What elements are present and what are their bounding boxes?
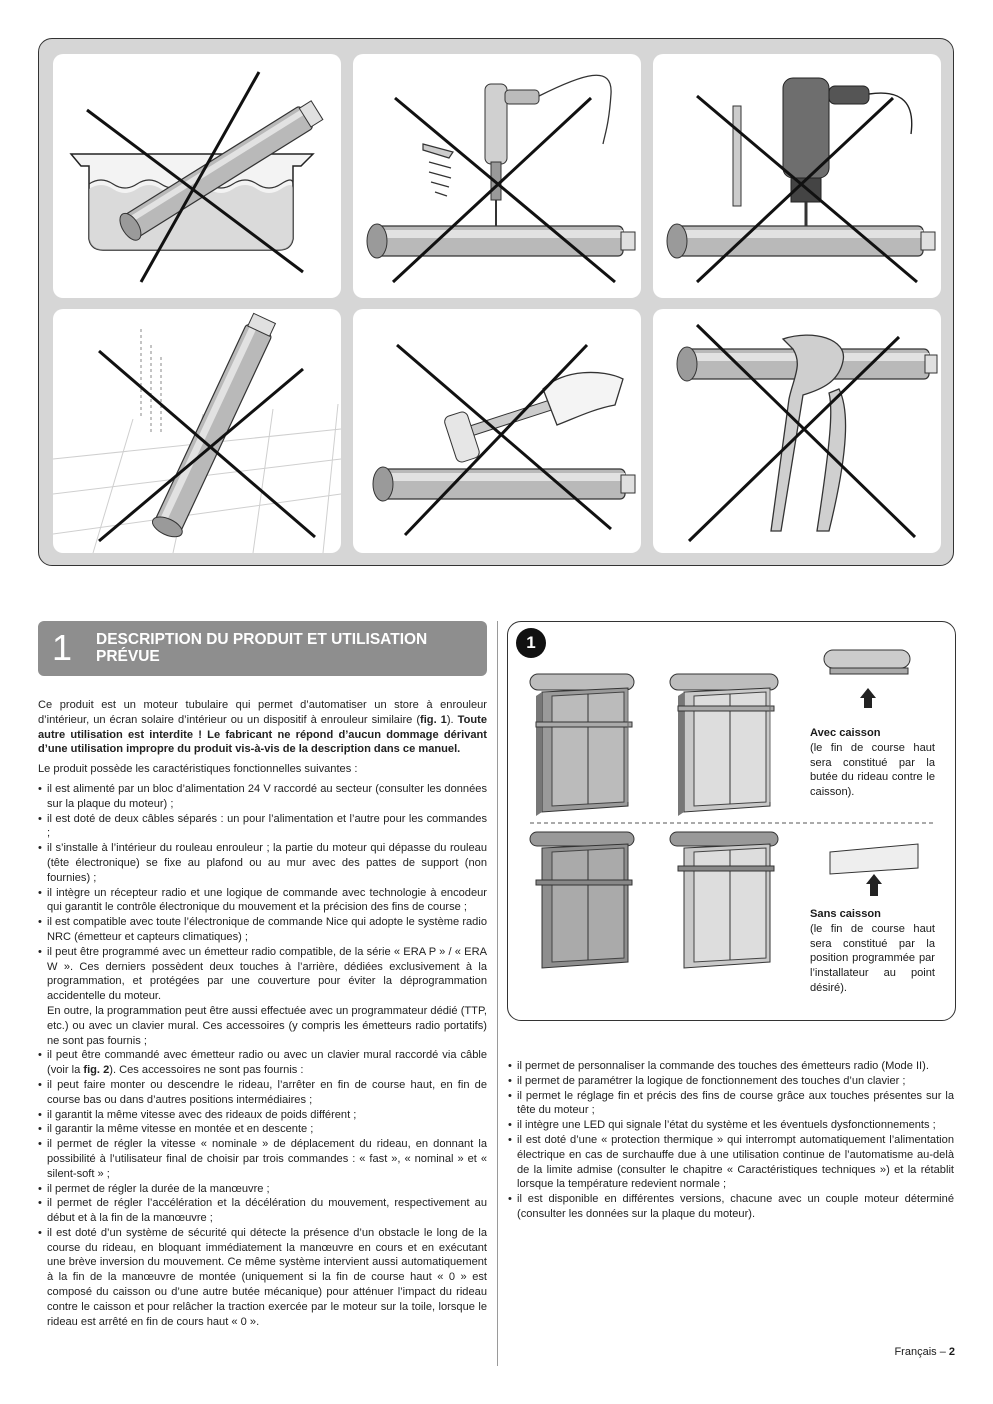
window-with-box-2 xyxy=(670,674,778,816)
section-title: DESCRIPTION DU PRODUIT ET UTILISATION PRÉVUE xyxy=(96,631,428,665)
list-item: • il garantir la même vitesse en montée et en descente ; xyxy=(38,1122,487,1137)
warning-panel-hammer xyxy=(353,309,641,553)
intro-paragraph xyxy=(38,698,487,757)
caption-with-box-title: Avec caisson xyxy=(810,727,881,739)
window-without-box-2 xyxy=(670,832,778,968)
column-divider xyxy=(497,621,498,1366)
list-item: • il permet de régler la durée de la manœuvre ; xyxy=(38,1182,487,1197)
feature-era-text: il peut être programmé avec un émetteur radio compatible, de la série « ERA P » / « ERA W ». Ces derniers possèdent deux touches à l’arrière, dédiées exclusivement à la programmation, et protégées par une couverture pour éviter la déprogrammation accidentelle du moteur. xyxy=(47,945,487,1003)
features-intro: Le produit possède les caractéristiques fonctionnelles suivantes : xyxy=(38,763,358,776)
intro-warning: Toute autre utilisation est interdite ! Le fabricant ne répond d’aucun dommage dérivant d’une utilisation impropre du produit vis-à-vis de la description dans ce manuel. xyxy=(38,713,488,756)
page-footer xyxy=(894,1346,955,1358)
features-list-left xyxy=(38,782,487,1329)
list-item xyxy=(38,945,487,1049)
list-item: • il est doté d’une « protection thermique » qui interrompt automatiquement l’alimentation électrique en cas de surchauffe due à une utilisation continue de l’automatisme au-delà de la limite admise (consulter le chapitre « Caractéristiques techniques ») et la rétablit lorsque la température redevient normale ; xyxy=(508,1133,954,1192)
intro-text-b: ). xyxy=(446,713,458,726)
list-item: • il permet de paramétrer la logique de fonctionnement des touches d’un clavier ; xyxy=(508,1074,954,1089)
left-text-column xyxy=(38,698,487,1329)
list-item: • il est doté de deux câbles séparés : un pour l’alimentation et l’autre pour les commandes ; xyxy=(38,812,487,842)
window-without-box-1 xyxy=(530,832,634,968)
section-number: 1 xyxy=(52,627,73,668)
warning-panel-drill xyxy=(653,54,941,298)
section-header xyxy=(38,621,487,676)
screwing-motor-illustration xyxy=(353,54,641,298)
figure-badge: 1 xyxy=(516,628,546,658)
footer-language: Français – xyxy=(894,1346,949,1358)
box-detail-icon xyxy=(824,650,910,708)
window-with-box-1 xyxy=(530,674,634,816)
warning-panel-screw xyxy=(353,54,641,298)
list-item: • il peut faire monter ou descendre le rideau, l’arrêter en fin de course haut, en fin de course bas ou dans d’autres positions intermédiaires ; xyxy=(38,1078,487,1108)
list-item: • il est disponible en différentes versions, chacune avec un couple moteur déterminé (consulter les données sur la plaque du moteur). xyxy=(508,1192,954,1222)
warning-panel-pliers xyxy=(653,309,941,553)
list-item: • il permet de régler l’accélération et la décélération du mouvement, respectivement au début et à la fin de la manœuvre ; xyxy=(38,1196,487,1226)
drilling-motor-illustration xyxy=(653,54,941,298)
feature-cable-end: ). Ces accessoires ne sont pas fournis : xyxy=(109,1064,304,1077)
caption-without-box xyxy=(810,907,935,996)
caption-with-box xyxy=(810,726,935,800)
caption-without-box-title: Sans caisson xyxy=(810,908,881,920)
features-list-right xyxy=(508,1059,954,1222)
hammering-motor-illustration xyxy=(353,309,641,553)
figure-1 xyxy=(507,621,956,1021)
fig2-ref: fig. 2 xyxy=(83,1064,110,1077)
list-item: • il intègre une LED qui signale l’état du système et les éventuels dysfonctionnements ; xyxy=(508,1118,954,1133)
gripping-motor-illustration xyxy=(653,309,941,553)
list-item: • il permet le réglage fin et précis des fins de course grâce aux touches présentes sur la tête du moteur ; xyxy=(508,1089,954,1119)
warning-panel-immersion xyxy=(53,54,341,298)
caption-without-box-text: (le fin de course haut sera constitué par la position programmée par l’installateur au point désiré). xyxy=(810,922,935,994)
warning-panel-drop xyxy=(53,309,341,553)
list-item: • il est doté d’un système de sécurité qui détecte la présence d’un obstacle le long de la course du rideau, en bloquant immédiatement la manœuvre en cours et en exécutant une brève inversion du mouvement. Ce même système intervient aussi automatiquement à la fin de la manœuvre de montée (uniquement si la fin de course haut « 0 » est composé du caisson ou d’une autre butée mécanique) pour atténuer l’impact du rideau contre le caisson et pour relâcher la traction exercée par le moteur sur la toile, lorsque le rideau est arrêté en fin de cours haut « 0 ». xyxy=(38,1226,487,1330)
warning-illustrations-frame xyxy=(38,38,954,566)
list-item: • il permet de personnaliser la commande des touches des émetteurs radio (Mode II). xyxy=(508,1059,954,1074)
list-item: • il s’installe à l’intérieur du rouleau enrouleur ; la partie du moteur qui dépasse du rouleau (tête électronique) se fixe au plafond ou au mur avec des pattes de support (non fournies) ; xyxy=(38,841,487,885)
list-item: • il permet de régler la vitesse « nominale » de déplacement du rideau, en donnant la possibilité à l’utilisateur final de choisir par trois commandes : « fast », « nominal » et « silent-soft » ; xyxy=(38,1137,487,1181)
list-item: • il est alimenté par un bloc d’alimentation 24 V raccordé au secteur (consulter les données sur la plaque du moteur) ; xyxy=(38,782,487,812)
right-text-column xyxy=(508,1059,954,1222)
list-item: • il est compatible avec toute l’électronique de commande Nice qui adopte le système radio NRC (émetteur et capteurs climatiques) ; xyxy=(38,915,487,945)
feature-cable-text: il peut être commandé avec émetteur radio ou avec un clavier mural raccordé via câble (voir la xyxy=(47,1049,487,1077)
page-number: 2 xyxy=(948,1346,955,1358)
list-item xyxy=(38,1048,487,1078)
dropping-motor-illustration xyxy=(53,309,341,553)
caption-with-box-text: (le fin de course haut sera constitué par la butée du rideau contre le caisson). xyxy=(810,741,935,799)
fig1-ref: fig. 1 xyxy=(420,713,447,726)
list-item: • il garantit la même vitesse avec des rideaux de poids différent ; xyxy=(38,1108,487,1123)
motor-in-water-illustration xyxy=(53,54,341,298)
list-item: • il intègre un récepteur radio et une logique de commande avec technologie à encodeur qui garantit le contrôle électronique du mouvement et la précision des fins de course ; xyxy=(38,886,487,916)
no-box-detail-icon xyxy=(830,844,918,896)
intro-text-a: Ce produit est un moteur tubulaire qui permet d’automatiser un store à enrouleur d’intérieur, un écran solaire d’intérieur ou un dispositif à enrouleur similaire ( xyxy=(38,699,487,726)
feature-era-extra: En outre, la programmation peut être aussi effectuée avec un programmateur dédié (TTP, etc.) ou avec un clavier mural. Ces accessoires (y compris les émetteurs radio portatifs) ne sont pas fournis ; xyxy=(47,1004,487,1047)
